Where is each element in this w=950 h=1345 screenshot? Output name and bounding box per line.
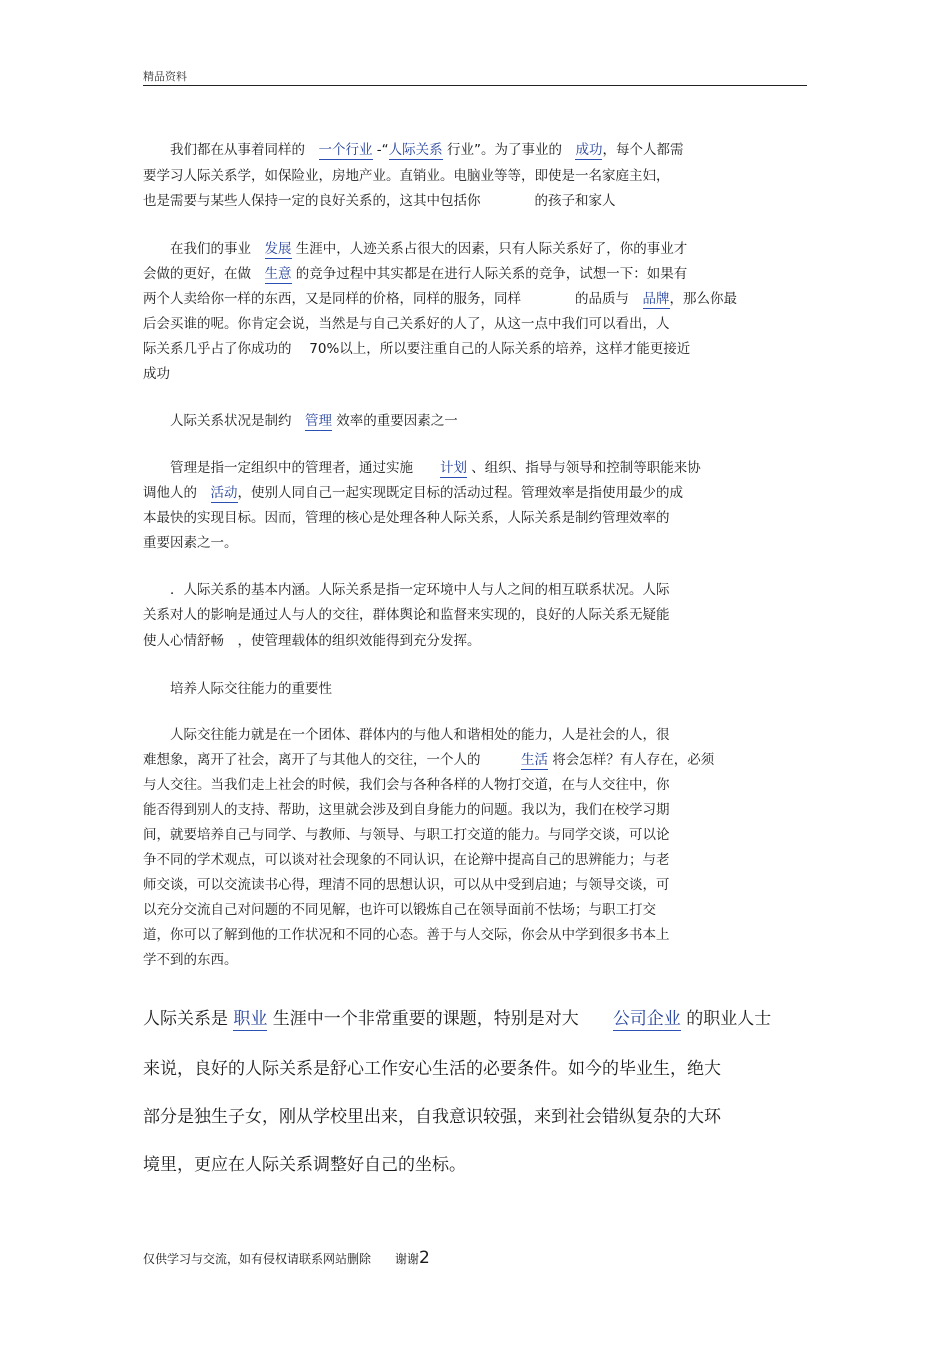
text-line — [143, 1056, 721, 1082]
text-run: 成功 — [143, 366, 170, 382]
text-line — [143, 411, 458, 431]
text-line — [143, 1006, 771, 1032]
page-number: 2 — [419, 1248, 430, 1268]
text-run: 际关系几乎占了你成功的 70%以上，所以要注重自己的人际关系的培养，这样才能更接近 — [143, 341, 691, 357]
keyword-link[interactable]: 发展 — [264, 241, 292, 257]
text-run: 效率的重要因素之一 — [332, 413, 458, 429]
text-run: ，每个人都需 — [602, 142, 684, 158]
text-run: 会做的更好，在做 — [143, 266, 265, 282]
text-run: ，那么你最 — [669, 291, 737, 307]
text-run: 与人交往。当我们走上社会的时候，我们会与各种各样的人物打交道，在与人交往中，你 — [143, 777, 670, 793]
text-line — [143, 483, 683, 503]
text-line — [143, 631, 481, 651]
text-run: 管理是指一定组织中的管理者，通过实施 — [143, 460, 440, 476]
text-line — [143, 508, 670, 528]
text-run: 难想象，离开了社会，离开了与其他人的交往，一个人的 — [143, 752, 521, 768]
text-line — [143, 264, 687, 284]
text-line — [143, 800, 670, 820]
text-run: 人际关系是 — [143, 1009, 234, 1029]
text-line — [143, 339, 690, 359]
text-run: 来说，良好的人际关系是舒心工作安心生活的必要条件。如今的毕业生，绝大 — [143, 1059, 721, 1079]
text-run: -“ — [372, 142, 389, 158]
text-run: 生涯中，人迹关系占很大的因素，只有人际关系好了，你的事业才 — [291, 241, 688, 257]
keyword-link[interactable]: 活动 — [210, 485, 238, 501]
text-run: 使人心情舒畅 ，使管理载体的组织效能得到充分发挥。 — [143, 633, 481, 649]
text-run: 能否得到别人的支持、帮助，这里就会涉及到自身能力的问题。我以为，我们在校学习期 — [143, 802, 670, 818]
text-run: 道，你可以了解到他的工作状况和不同的心态。善于与人交际，你会从中学到很多书本上 — [143, 927, 670, 943]
text-line — [143, 191, 616, 211]
text-run: 的竞争过程中其实都是在进行人际关系的竞争，试想一下：如果有 — [291, 266, 688, 282]
text-run: 学不到的东西。 — [143, 952, 238, 968]
text-run: 部分是独生子女，刚从学校里出来，自我意识较强，来到社会错纵复杂的大环 — [143, 1107, 721, 1127]
text-run: 本最快的实现目标。因而，管理的核心是处理各种人际关系，人际关系是制约管理效率的 — [143, 510, 670, 526]
text-run: 调他人的 — [143, 485, 211, 501]
page-footer — [143, 1248, 430, 1268]
keyword-link[interactable]: 一个行业 — [318, 142, 373, 158]
text-run: 在我们的事业 — [143, 241, 265, 257]
text-run: 我们都在从事着同样的 — [143, 142, 319, 158]
text-run: 将会怎样？有人存在，必须 — [548, 752, 715, 768]
text-run: 师交谈，可以交流读书心得，理清不同的思想认识，可以从中受到启迪；与领导交谈，可 — [143, 877, 670, 893]
text-run: 、组织、指导与领导和控制等职能来协 — [467, 460, 701, 476]
text-line — [143, 458, 701, 478]
text-line — [143, 679, 332, 699]
text-line — [143, 925, 670, 945]
text-line — [143, 875, 670, 895]
text-line — [143, 900, 656, 920]
text-run: 也是需要与某些人保持一定的良好关系的，这其中包括你 的孩子和家人 — [143, 193, 616, 209]
text-run: 生涯中一个非常重要的课题，特别是对大 — [267, 1009, 613, 1029]
text-run: 重要因素之一。 — [143, 535, 238, 551]
text-line — [143, 1104, 721, 1130]
text-line — [143, 533, 238, 553]
text-run: 关系对人的影响是通过人与人的交往，群体舆论和监督来实现的，良好的人际关系无疑能 — [143, 607, 670, 623]
text-run: 行业”。为了事业的 — [442, 142, 576, 158]
keyword-link[interactable]: 生活 — [521, 752, 548, 768]
text-run: 人际交往能力就是在一个团体、群体内的与他人和谐相处的能力，人是社会的人，很 — [143, 727, 670, 743]
keyword-link[interactable]: 公司企业 — [612, 1009, 681, 1029]
text-line — [143, 850, 670, 870]
text-line — [143, 580, 670, 600]
text-line — [143, 140, 683, 160]
text-run: ，使别人同自己一起实现既定目标的活动过程。管理效率是指使用最少的成 — [237, 485, 683, 501]
text-run: 后会买谁的呢。你肯定会说，当然是与自己关系好的人了，从这一点中我们可以看出，人 — [143, 316, 670, 332]
text-run: 的职业人士 — [680, 1009, 772, 1029]
text-line — [143, 364, 170, 384]
text-run: 要学习人际关系学，如保险业，房地产业。直销业。电脑业等等，即使是一名家庭主妇， — [143, 168, 670, 184]
keyword-link[interactable]: 生意 — [264, 266, 292, 282]
text-line — [143, 289, 737, 309]
text-run: 培养人际交往能力的重要性 — [143, 681, 332, 697]
text-line — [143, 605, 670, 625]
footer-note: 仅供学习与交流，如有侵权请联系网站删除 谢谢 — [143, 1252, 420, 1266]
keyword-link[interactable]: 人际关系 — [388, 142, 443, 158]
text-line — [143, 775, 670, 795]
keyword-link[interactable]: 品牌 — [642, 291, 670, 307]
text-line — [143, 825, 670, 845]
text-line — [143, 1152, 466, 1178]
text-run: 间，就要培养自己与同学、与教师、与领导、与职工打交道的能力。与同学交谈，可以论 — [143, 827, 670, 843]
text-line — [143, 950, 238, 970]
text-line — [143, 750, 714, 770]
text-run: 两个人卖给你一样的东西，又是同样的价格，同样的服务，同样 的品质与 — [143, 291, 643, 307]
text-run: ．人际关系的基本内涵。人际关系是指一定环境中人与人之间的相互联系状况。人际 — [143, 582, 670, 598]
keyword-link[interactable]: 计划 — [440, 460, 467, 476]
text-run: 以充分交流自己对问题的不同见解，也许可以锻炼自己在领导面前不怯场；与职工打交 — [143, 902, 656, 918]
text-run: 争不同的学术观点，可以谈对社会现象的不同认识，在论辩中提高自己的思辨能力；与老 — [143, 852, 670, 868]
page-header-label: 精品资料 — [143, 70, 187, 83]
text-line — [143, 725, 670, 745]
text-line — [143, 314, 670, 334]
text-line — [143, 239, 687, 259]
text-line — [143, 166, 670, 186]
keyword-link[interactable]: 职业 — [233, 1009, 268, 1029]
text-run: 境里，更应在人际关系调整好自己的坐标。 — [143, 1155, 466, 1175]
text-run: 人际关系状况是制约 — [143, 413, 305, 429]
keyword-link[interactable]: 成功 — [575, 142, 603, 158]
header-divider — [143, 85, 807, 86]
keyword-link[interactable]: 管理 — [305, 413, 332, 429]
